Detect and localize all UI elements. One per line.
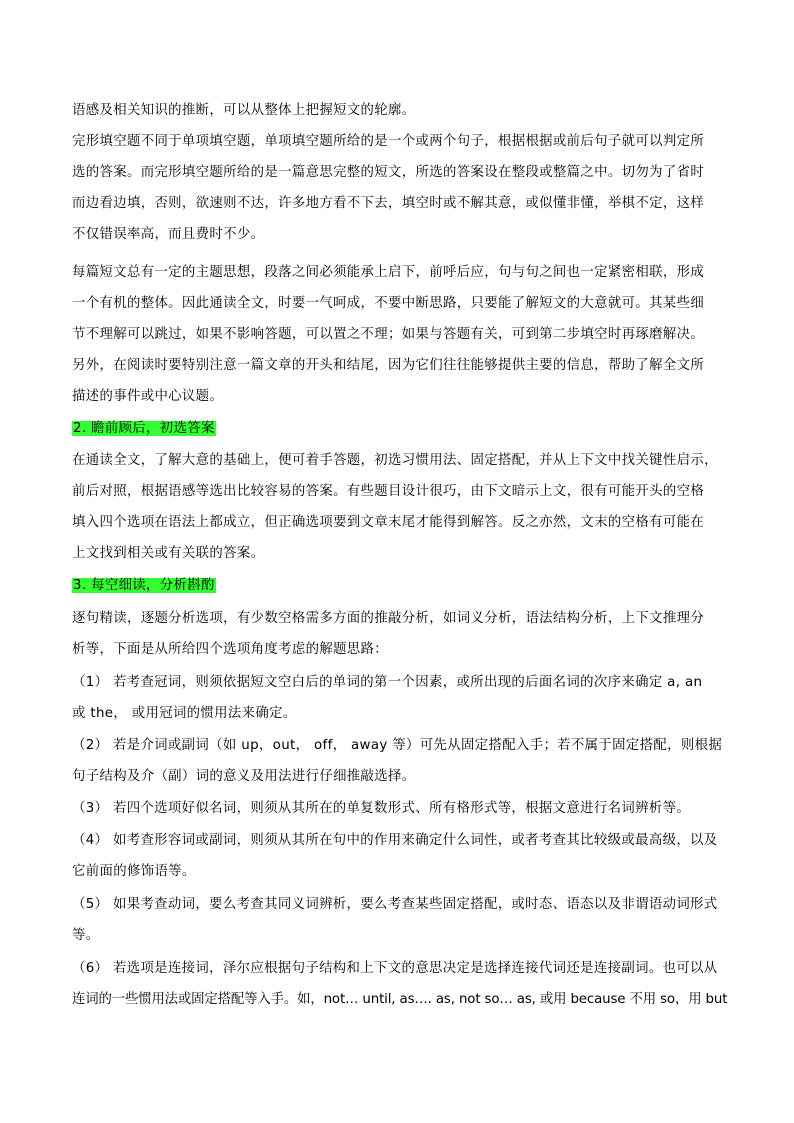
text-line: 连词的一些惯用法或固定搭配等入手。如，not… until, as…. as, not so… as, 或用 because 不用 so，用 but	[72, 992, 728, 1007]
text-line: 上文找到相关或有关联的答案。	[72, 546, 265, 561]
text-line: 析等，下面是从所给四个选项角度考虑的解题思路：	[72, 642, 389, 657]
text-line: 前后对照，根据语感等选出比较容易的答案。有些题目设计很巧，由下文暗示上文，很有可能开头的空格	[72, 484, 705, 499]
heading-highlight: 3. 每空细读，分析斟酌	[73, 578, 215, 593]
text-line: （6） 若选项是连接词，泽尔应根据句子结构和上下文的意思决定是选择连接代词还是连接副词。也可以从	[72, 961, 718, 976]
text-line: 描述的事件或中心议题。	[72, 389, 224, 404]
text-line: 它前面的修饰语等。	[72, 864, 196, 879]
text-line: 一个有机的整体。因此通读全文，时要一气呵成，不要中断思路，只要能了解短文的大意就可。其某些细	[72, 296, 705, 311]
text-line: 不仅错误率高，而且费时不少。	[72, 227, 265, 242]
text-line: 填入四个选项在语法上都成立，但正确选项要到文章末尾才能得到解答。反之亦然，文末的空格有可能在	[72, 515, 705, 530]
text-line: 节不理解可以跳过，如果不影响答题，可以置之不理；如果与答题有关，可到第二步填空时再琢磨解决。	[72, 327, 705, 342]
text-line: 在通读全文，了解大意的基础上，便可着手答题，初选习惯用法、固定搭配，并从上下文中找关键性启示，	[72, 453, 718, 468]
text-line: （3） 若四个选项好似名词，则须从其所在的单复数形式、所有格形式等，根据文意进行名词辨析等。	[72, 801, 691, 816]
text-line: 另外，在阅读时要特别注意一篇文章的开头和结尾，因为它们往往能够提供主要的信息，帮助了解全文所	[72, 358, 705, 373]
text-line: 每篇短文总有一定的主题思想，段落之间必须能承上启下，前呼后应，句与句之间也一定紧密相联，形成	[72, 265, 705, 280]
section-heading	[72, 576, 216, 596]
text-line: 而边看边填，否则，欲速则不达，许多地方看不下去，填空时或不解其意，或似懂非懂，举棋不定，这样	[72, 196, 705, 211]
text-line: 句子结构及介（副）词的意义及用法进行仔细推敲选择。	[72, 769, 416, 784]
text-line: 等。	[72, 928, 100, 943]
text-line: 或 the， 或用冠词的惯用法来确定。	[72, 706, 297, 721]
text-line: 语感及相关知识的推断，可以从整体上把握短文的轮廓。	[72, 103, 416, 118]
text-line: （1） 若考查冠词，则须依据短文空白后的单词的第一个因素，或所出现的后面名词的次序来确定 a, an	[72, 675, 703, 690]
section-heading	[72, 419, 216, 439]
text-line: 选的答案。而完形填空题所给的是一篇意思完整的短文，所选的答案设在整段或整篇之中。切勿为了省时	[72, 165, 705, 180]
text-line: （4） 如考查形容词或副词，则须从其所在句中的作用来确定什么词性，或者考查其比较级或最高级，以及	[72, 833, 718, 848]
text-line: （2） 若是介词或副词（如 up，out， off， away 等）可先从固定搭配入手；若不属于固定搭配，则根据	[72, 738, 723, 753]
heading-highlight: 2. 瞻前顾后，初选答案	[73, 421, 215, 436]
text-line: 逐句精读，逐题分析选项，有少数空格需多方面的推敲分析，如词义分析，语法结构分析，上下文推理分	[72, 611, 705, 626]
text-line: 完形填空题不同于单项填空题，单项填空题所给的是一个或两个句子，根据根据或前后句子就可以判定所	[72, 134, 705, 149]
text-line: （5） 如果考查动词，要么考查其同义词辨析，要么考查某些固定搭配，或时态、语态以及非谓语动词形式	[72, 897, 718, 912]
